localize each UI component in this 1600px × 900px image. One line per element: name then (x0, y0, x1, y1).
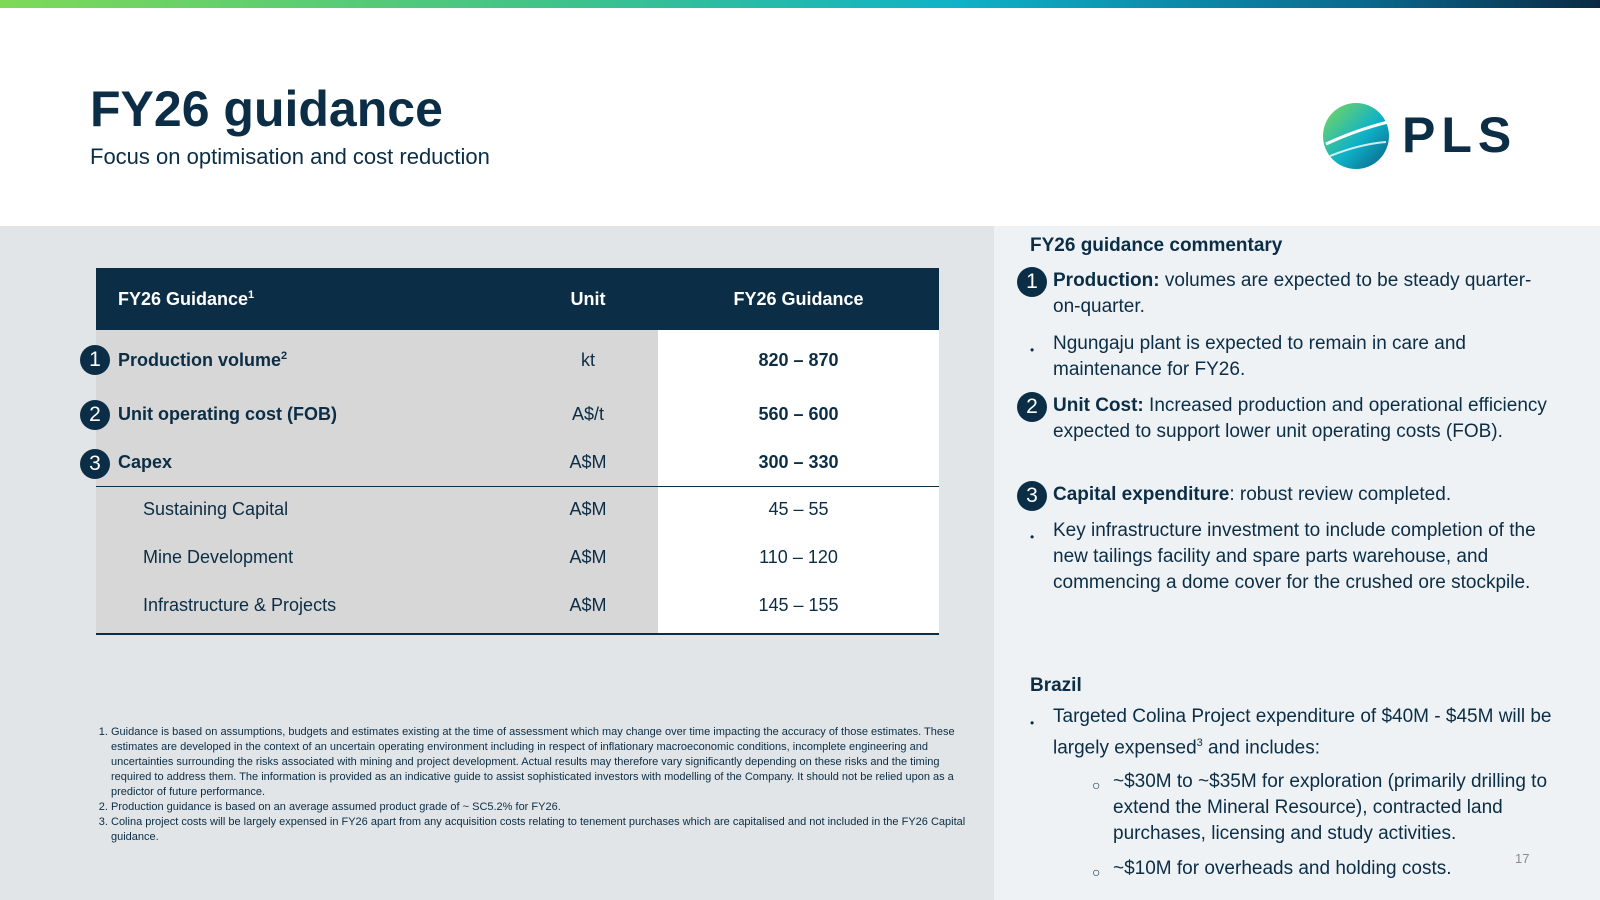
sub-bullet-icon: ○ (1092, 864, 1101, 880)
table-row: Unit operating cost (FOB) A$/t 560 – 600 (118, 404, 839, 424)
pls-logo (1320, 100, 1550, 172)
page-number: 17 (1515, 851, 1530, 866)
badge-1: 1 (80, 345, 110, 375)
commentary-badge-2: 2 (1017, 392, 1047, 422)
bullet-icon: • (1030, 716, 1035, 730)
footnotes (96, 725, 971, 845)
page-title: FY26 guidance (90, 81, 443, 137)
brazil-sub-overheads: ~$10M for overheads and holding costs. (1113, 858, 1452, 879)
bullet-icon: • (1030, 530, 1035, 544)
commentary-unit-cost: Unit Cost: Increased production and operational efficiency expected to support lower unit operating costs (FOB). (1053, 395, 1547, 442)
table-row: Sustaining Capital A$M 45 – 55 (143, 499, 829, 519)
table-header (96, 268, 939, 330)
svg-text:PLS: PLS (1402, 107, 1518, 163)
globe-icon (1323, 103, 1389, 169)
bullet-icon: • (1030, 343, 1035, 357)
top-gradient-bar (0, 0, 1600, 8)
commentary-capex: Capital expenditure: robust review completed. (1053, 484, 1452, 505)
footnote-item: 2. Production guidance is based on an average assumed product grade of ~ SC5.2% for FY26. (111, 800, 971, 815)
badge-3: 3 (80, 449, 110, 479)
commentary-production: Production: volumes are expected to be steady quarter-on-quarter. (1053, 270, 1532, 317)
commentary-bullet-ngungaju: Ngungaju plant is expected to remain in care and maintenance for FY26. (1053, 333, 1466, 380)
commentary-bullet-infrastructure: Key infrastructure investment to include completion of the new tailings facility and spare parts warehouse, and commencing a dome cover for the crushed ore stockpile. (1053, 520, 1536, 593)
footnote-item: 1. Guidance is based on assumptions, budgets and estimates existing at the time of assessment which may change over time impacting the accuracy of those estimates. These estimates are developed in the context of an uncertain operating environment including in respect of inflationary macroeconomic conditions, incomplete engineering and uncertainties surrounding the risks associated with mining and project development. Actual results may therefore vary significantly depending on these risks and the timing required to address them. The information is provided as an indicative guide to assist sophisticated investors with modelling of the Company. It should not be relied upon as a predictor of future performance. (111, 725, 971, 800)
header-guidance: FY26 Guidance (733, 289, 864, 309)
brazil-bullet: Targeted Colina Project expenditure of $40M - $45M will be largely expensed$^3$ and includes: (1053, 706, 1552, 759)
footnote-item: 3. Colina project costs will be largely expensed in FY26 apart from any acquisition costs relating to tenement purchases which are capitalised and not included in the FY26 Capital guidance. (111, 815, 971, 845)
commentary-badge-1: 1 (1017, 267, 1047, 297)
table-row: Production volume$^2$ kt 820 – 870 (118, 350, 839, 370)
brazil-heading: Brazil (1030, 675, 1082, 696)
sub-bullet-icon: ○ (1092, 777, 1101, 793)
table-row: Capex A$M 300 – 330 (118, 452, 839, 472)
table-bottom-rule (96, 633, 939, 635)
header-item: FY26 Guidance$^1$ (118, 289, 255, 309)
badge-2: 2 (80, 400, 110, 430)
brazil-sub-exploration: ~$30M to ~$35M for exploration (primarily drilling to extend the Mineral Resource), contracted land purchases, licensing and study activities. (1113, 771, 1548, 844)
table-row: Mine Development A$M 110 – 120 (143, 547, 838, 567)
table-divider (96, 486, 939, 487)
commentary-heading: FY26 guidance commentary (1030, 235, 1283, 256)
table-row: Infrastructure & Projects A$M 145 – 155 (143, 595, 839, 615)
header-unit: Unit (570, 289, 606, 309)
commentary-badge-3: 3 (1017, 481, 1047, 511)
guidance-table (96, 268, 939, 635)
page-subtitle: Focus on optimisation and cost reduction (90, 144, 490, 169)
table-body (96, 330, 939, 635)
